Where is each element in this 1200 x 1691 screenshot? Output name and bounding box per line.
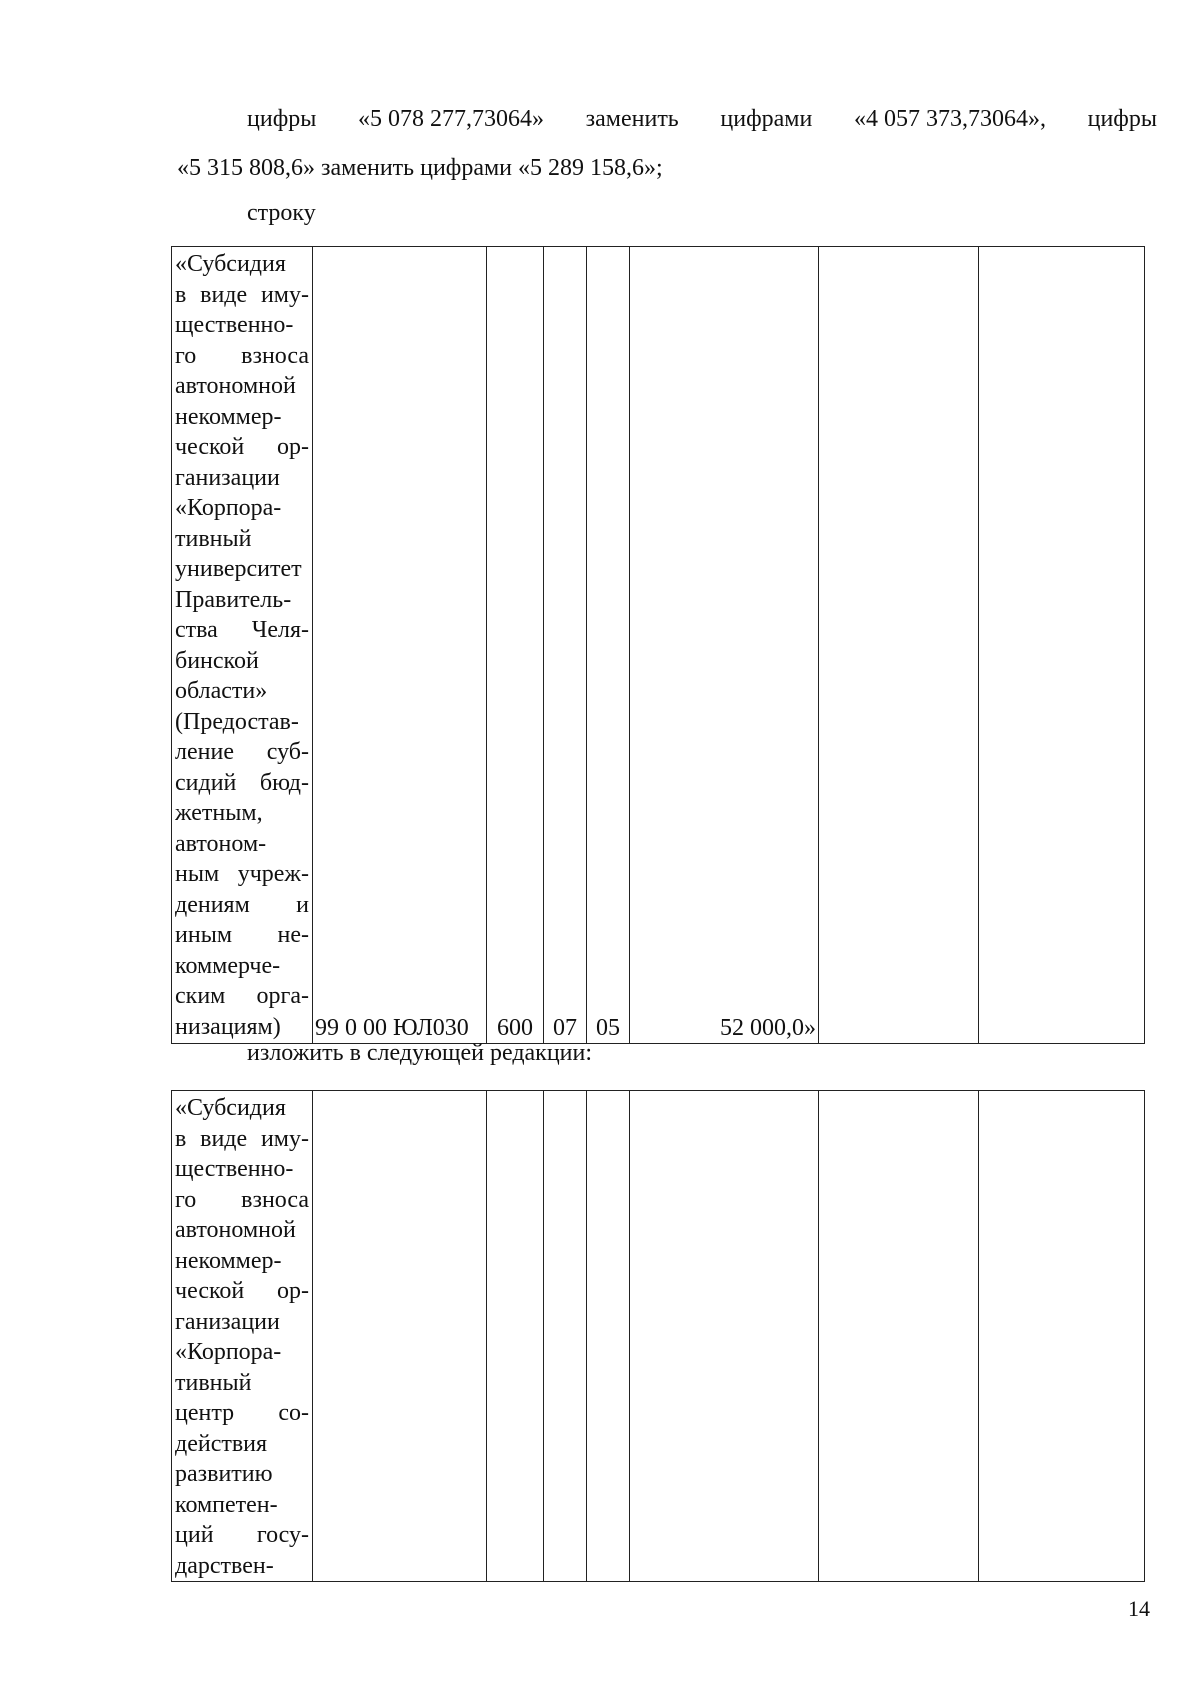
name-line: в виде иму- xyxy=(175,281,309,308)
name-line: ганизации xyxy=(175,464,280,491)
name-line: компетен- xyxy=(175,1491,278,1518)
word: цифры xyxy=(247,106,317,132)
name-line: дениям и xyxy=(175,891,309,918)
word: «4 057 373,73064», xyxy=(853,106,1046,132)
cell-type xyxy=(487,1091,544,1582)
cell-code xyxy=(313,1091,487,1582)
word: цифры xyxy=(1087,106,1157,132)
name-line: автономной xyxy=(175,373,296,399)
name-line: ганизации xyxy=(175,1308,280,1335)
table-original-row xyxy=(171,246,1145,1044)
name-text xyxy=(175,1093,309,1581)
name-line: автономной xyxy=(175,1217,296,1243)
name-line: «Корпора- xyxy=(175,495,282,521)
name-line: коммерче- xyxy=(175,952,281,979)
name-line: ства Челя- xyxy=(175,617,309,643)
name-line: тивный xyxy=(175,525,252,552)
name-line: ческой ор- xyxy=(175,1278,309,1304)
name-line: ление суб- xyxy=(175,739,309,765)
cell-empty xyxy=(979,247,1145,1044)
table-new-row xyxy=(171,1090,1145,1582)
name-line: в виде иму- xyxy=(175,1125,309,1152)
name-line: некоммер- xyxy=(175,1247,282,1274)
name-line: ций госу- xyxy=(175,1522,309,1548)
name-line: автоном- xyxy=(175,830,267,857)
name-line: развитию xyxy=(175,1461,273,1487)
cell-empty xyxy=(979,1091,1145,1582)
name-line: «Субсидия xyxy=(175,251,286,277)
name-line: ным учреж- xyxy=(175,861,309,887)
word: заменить xyxy=(585,106,679,132)
name-line: иным не- xyxy=(175,922,309,948)
name-line: «Корпора- xyxy=(175,1339,282,1365)
cell-type: 600 xyxy=(487,247,544,1044)
table-row xyxy=(172,1091,1145,1582)
word: «5 078 277,73064» xyxy=(358,106,545,132)
cell-section: 07 xyxy=(544,247,587,1044)
name-line: щественно- xyxy=(175,312,294,338)
cell-section xyxy=(544,1091,587,1582)
name-line: ческой ор- xyxy=(175,434,309,460)
name-line: тивный xyxy=(175,1369,252,1396)
paragraph-1-line-2: «5 315 808,6» заменить цифрами «5 289 158,6»; xyxy=(177,155,663,181)
name-line: жетным, xyxy=(175,800,263,826)
cell-code: 99 0 00 ЮЛ030 xyxy=(313,247,487,1044)
cell-amount: 52 000,0» xyxy=(630,247,819,1044)
word: цифрами xyxy=(720,106,813,132)
name-line: действия xyxy=(175,1430,268,1457)
name-line: Правитель- xyxy=(175,586,292,613)
name-line: центр со- xyxy=(175,1400,309,1426)
name-line: университет xyxy=(175,556,302,582)
name-line: щественно- xyxy=(175,1156,294,1182)
paragraph-1-line-1 xyxy=(177,104,1157,134)
cell-empty xyxy=(819,247,979,1044)
paragraph-stroku: строку xyxy=(247,200,316,226)
cell-name xyxy=(172,247,313,1044)
page-number: 14 xyxy=(1128,1596,1150,1621)
name-text xyxy=(175,249,309,1042)
cell-empty xyxy=(819,1091,979,1582)
table-row xyxy=(172,247,1145,1044)
name-line: го взноса xyxy=(175,342,309,369)
name-line: некоммер- xyxy=(175,403,282,430)
cell-subsection xyxy=(587,1091,630,1582)
name-line: ским орга- xyxy=(175,983,309,1009)
cell-subsection: 05 xyxy=(587,247,630,1044)
cell-name xyxy=(172,1091,313,1582)
name-line: области» xyxy=(175,678,268,704)
cell-amount xyxy=(630,1091,819,1582)
name-line: сидий бюд- xyxy=(175,769,309,796)
name-line: бинской xyxy=(175,647,259,674)
paragraph-redaction: изложить в следующей редакции: xyxy=(247,1040,593,1066)
name-line: низациям) xyxy=(175,1013,281,1040)
name-line: «Субсидия xyxy=(175,1095,286,1121)
name-line: (Предостав- xyxy=(175,708,299,735)
name-line: дарствен- xyxy=(175,1552,274,1579)
name-line: го взноса xyxy=(175,1186,309,1213)
